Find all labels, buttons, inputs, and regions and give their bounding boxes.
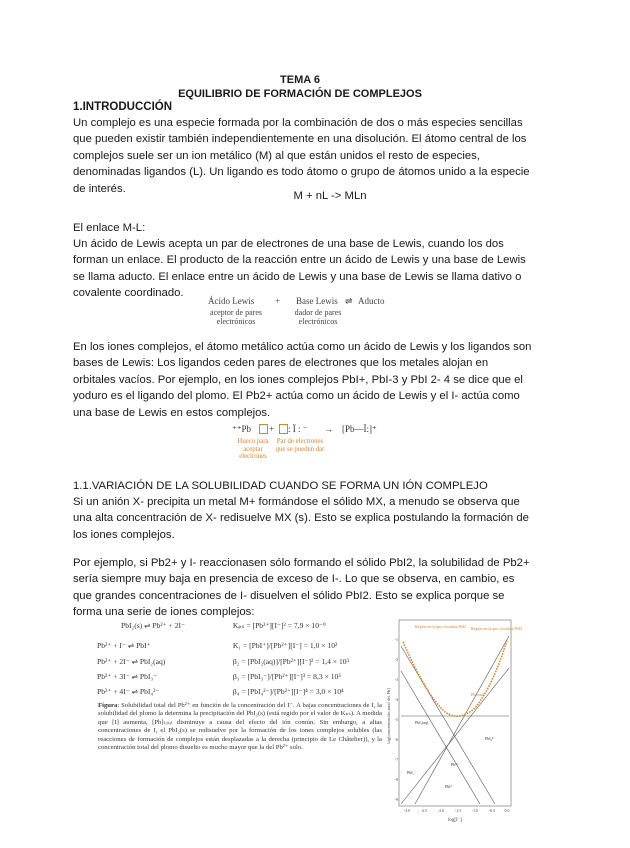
xtick-label: -3.0 <box>403 808 411 813</box>
ytick-label: -9 <box>394 797 398 802</box>
equilibrium-reaction: Pb²⁺ + I⁻ ⇌ PbI⁺ <box>97 641 151 650</box>
electron-pair-box <box>279 424 288 434</box>
species-label-pbi: PbI⁺ <box>445 784 453 789</box>
lewis-base-label: Base Lewis <box>296 296 338 306</box>
intro-paragraph: Un complejo es una especie formada por la combinación de dos o más especies sencillas que pueden existir también independientemente en una disolución. El átomo central de los complejos suele ser un ion metálico (M) al que están unidos el resto de especies, denominadas ligandos (L). Un ligando es todo átomo o grupo de átomos unido a la especie de interés. <box>73 117 530 195</box>
variacion-paragraph-1: Si un anión X- precipita un metal M+ formándose el sólido MX, a menudo se observa que una alta concentración de X- redisuelve MX (s). Esto se explica postulando la formación de los iones complejos. <box>73 496 529 541</box>
xtick-label: -1.5 <box>454 808 462 813</box>
document-title-tema: TEMA 6 <box>280 74 320 86</box>
equilibrium-row <box>97 657 349 666</box>
figure-caption <box>98 702 382 752</box>
section-heading-introduccion: 1.INTRODUCCIÓN <box>73 101 173 113</box>
caption-label: Figura <box>98 702 118 709</box>
lewis-plus: + <box>275 296 281 306</box>
equilibrium-row <box>97 641 337 650</box>
section-heading-variacion: 1.1.VARIACIÓN DE LA SOLUBILIDAD CUANDO SE FORMA UN IÓN COMPLEJO <box>73 480 488 492</box>
graph-frame <box>399 620 511 806</box>
enlace-paragraph: Un ácido de Lewis acepta un par de electrones de una base de Lewis, cuando los dos forman un enlace. El producto de la reacción entre un ácido de Lewis y una base de Lewis se llama aducto. El enlace entre un ácido de Lewis y una base de Lewis se llama dativo o covalente coordinado. <box>73 238 526 300</box>
xtick-label: -0.5 <box>488 808 496 813</box>
formation-equation: M + nL -> MLn <box>293 190 367 202</box>
ytick-label: -1 <box>394 637 398 642</box>
equilibrium-constant: K₁ = [PbI⁺]/[Pb²⁺][I⁻] = 1,0 × 10² <box>232 641 338 650</box>
equilibrium-row <box>97 621 326 630</box>
lewis-acid-sublabel: aceptor de pares electrónicos <box>210 308 262 326</box>
ytick-label: -7 <box>394 757 398 762</box>
species-label-pbi3: PbI₃⁻ <box>407 770 417 775</box>
equilibrium-constant: β₃ = [PbI₃⁻]/[Pb²⁺][I⁻]³ = 8,3 × 10³ <box>232 672 341 681</box>
xtick-label: 0.0 <box>504 808 510 813</box>
lewis-base-sublabel: dador de pares electrónicos <box>294 308 342 326</box>
equilibrium-constant: Kₚₛ = [Pb²⁺][I⁻]² = 7,9 × 10⁻⁹ <box>232 621 326 630</box>
graph-region-label-right: Región en la que cristaliza PbI2 <box>471 626 522 631</box>
equilibrium-reaction: Pb²⁺ + 4I⁻ ⇌ PbI₄²⁻ <box>97 687 160 696</box>
equilibrium-reaction: Pb²⁺ + 3I⁻ ⇌ PbI₃⁻ <box>97 672 158 681</box>
variacion-paragraph-2: Por ejemplo, si Pb2+ y I- reaccionasen sólo formando el sólido PbI2, la solubilidad de Pb2+ sería siempre muy baja en presencia de exceso de I-. Lo que se observa, en cambio, es que grandes concentraciones de I- disuelven el sólido PbI2. Esto se explica porque se forma una serie de iones complejos: <box>73 557 530 619</box>
ytick-label: -8 <box>394 777 398 782</box>
enlace-title: El enlace M-L: <box>73 222 146 234</box>
equilibrium-row <box>97 672 341 681</box>
equilibrium-row <box>97 687 344 696</box>
equilibrium-constant: β₄ = [PbI₄²⁻]/[Pb²⁺][I⁻]⁴ = 3,0 × 10⁴ <box>232 687 344 696</box>
lewis-figure <box>200 296 400 332</box>
graph-xlabel: log[I⁻] <box>447 818 463 823</box>
empty-orbital-box <box>259 424 268 434</box>
graph-yticks <box>395 637 398 802</box>
graph-region-label-left: Región en la que cristaliza PbI2 <box>415 624 466 629</box>
species-label-pbi2aq: PbI₂(aq) <box>415 720 429 725</box>
par-electrones-label: Par de electrones que se pueden dar <box>275 438 325 453</box>
equilibrium-constant: β₂ = [PbI₂(aq)]/[Pb²⁺][I⁻]² = 1,4 × 10³ <box>232 657 349 666</box>
ytick-label: -3 <box>394 677 398 682</box>
pb-iodide-product: [Pb—Ï:]⁺ <box>342 424 377 434</box>
graph-curve-label: Pb total <box>471 692 484 697</box>
iodide-ion: : Ï : ⁻ <box>288 424 308 434</box>
graph-xticks <box>404 808 510 813</box>
document-title: EQUILIBRIO DE FORMACIÓN DE COMPLEJOS <box>178 88 422 100</box>
reaction-arrow: → <box>324 424 333 434</box>
xtick-label: -2.0 <box>437 808 445 813</box>
iones-complejos-paragraph: En los iones complejos, el átomo metálico actúa como un ácido de Lewis y los ligandos son bases de Lewis: Los ligandos ceden pares de electrones que los metales alojan en orbitales vacíos. Por ejemplo, en los iones complejos PbI+, PbI-3 y PbI 2- 4 se dice que el yoduro es el ligando del plomo. El Pb2+ actúa como un ácido de Lewis y el I- actúa como una base de Lewis en estos complejos. <box>73 341 532 419</box>
caption-text: : Solubilidad total del Pb²⁺ en función de la concentración del I⁻. A bajas concentraciones de I, la solubilidad del plomo la determina la precipitación del PbI₂(s) (está regido por el valor de Kₚₛ). A medida que [I] aumenta, [Pb]ₜₒₜₐₗ disminuye a causa del efecto del ión común. Sin embargo, a altas concentraciones de I, el PbI₂(s) se redisuelve por la formación de los iones complejos solubles (las reacciones de formación de complejos están desplazadas a la derecha (principio de Le Châtelier)), y la concentración total del plomo disuelto es mucho mayor que la del Pb²⁺ solo. <box>98 702 382 752</box>
ytick-label: -2 <box>394 657 398 662</box>
xtick-label: -1.0 <box>471 808 479 813</box>
solubility-graph <box>385 616 522 828</box>
ytick-label: -6 <box>394 737 398 742</box>
equilibrium-reaction: PbI₂(s) ⇌ Pb²⁺ + 2I⁻ <box>121 621 186 630</box>
pb-ion: ⁺⁺Pb <box>232 424 252 434</box>
pb-iodide-figure: ⁺⁺Pb + : Ï : ⁻ → [Pb—Ï:]⁺ Hueco para aceptar electrones Par de electrones que se pueden dar <box>232 424 377 461</box>
hueco-label: Hueco para aceptar electrones <box>237 438 269 461</box>
species-label-pbi4: PbI₄²⁻ <box>485 736 496 741</box>
lewis-equilibrium-arrow: ⇌ <box>345 296 353 306</box>
lewis-adduct-label: Aducto <box>358 296 385 306</box>
lewis-acid-label: Ácido Lewis <box>208 296 255 306</box>
ytick-label: -4 <box>394 697 398 702</box>
equilibrium-reaction: Pb²⁺ + 2I⁻ ⇌ PbI₂(aq) <box>97 657 166 666</box>
xtick-label: -2.5 <box>420 808 428 813</box>
graph-ylabel: log[concentración total del Pb] <box>386 688 391 744</box>
ytick-label: -5 <box>394 717 398 722</box>
species-label-pb2: Pb²⁺ <box>451 762 459 767</box>
